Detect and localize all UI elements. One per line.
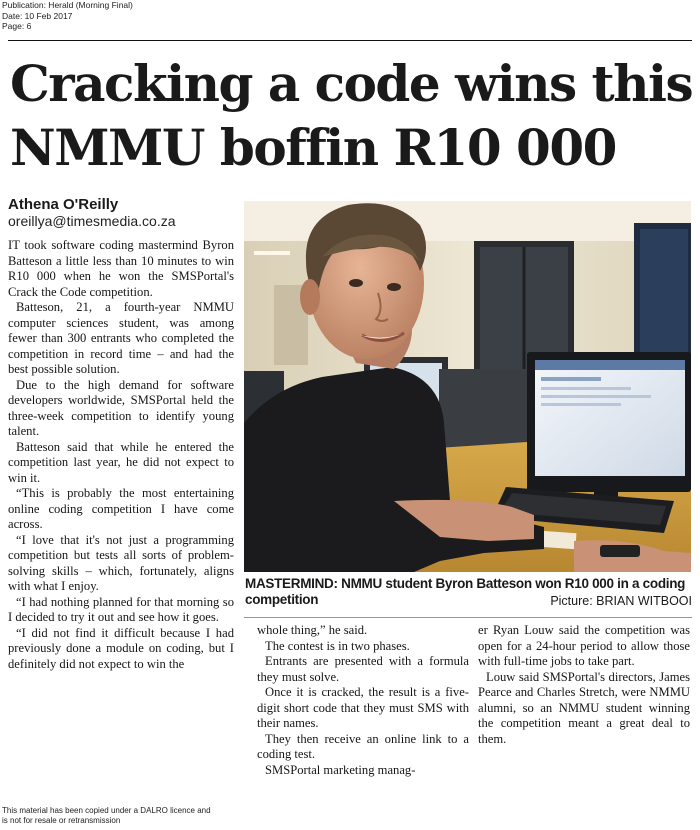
article-column-3 xyxy=(478,623,690,747)
paragraph: “I love that it's not just a programming competition but tests all sorts of problem-solving skills – which, fortunately, aligns with what I enjoy. xyxy=(8,532,234,593)
paragraph: Due to the high demand for software developers worldwide, SMSPortal held the three-week competition to identify young talent. xyxy=(8,377,234,438)
paragraph: “This is probably the most entertaining online coding competition I have come across. xyxy=(8,486,234,531)
paragraph: The contest is in two phases. xyxy=(265,638,410,653)
author-name: Athena O'Reilly xyxy=(8,196,119,213)
publication-date: Date: 10 Feb 2017 xyxy=(2,10,73,21)
headline-line-2: NMMU boffin R10 000 xyxy=(10,118,616,177)
photo-caption xyxy=(245,576,692,608)
paragraph: Entrants are presented with a formula they must solve. xyxy=(257,654,469,684)
paragraph: “I had nothing planned for that morning so I decided to try it out and see how it goes. xyxy=(8,594,234,624)
publication-page: Page: 6 xyxy=(2,21,32,31)
author-email[interactable]: oreillya@timesmedia.co.za xyxy=(8,213,176,229)
licence-line-2: is not for resale or retransmission xyxy=(2,815,121,825)
paragraph: Batteson, 21, a fourth-year NMMU computer sciences student, was among fewer than 300 entrants who completed the competition in record time – and had the best possible solution. xyxy=(8,300,234,376)
paragraph: SMSPortal marketing manag- xyxy=(265,762,416,777)
article-column-2 xyxy=(257,623,469,778)
headline-line-1: Cracking a code wins this xyxy=(10,54,693,113)
headline xyxy=(10,52,695,180)
publication-name: Publication: Herald (Morning Final) xyxy=(2,0,133,10)
paragraph: They then receive an online link to a coding test. xyxy=(257,731,469,761)
caption-rule xyxy=(244,617,692,618)
article-photo xyxy=(244,201,691,572)
article-column-1 xyxy=(8,238,234,672)
paragraph: Once it is cracked, the result is a five-digit short code that they must SMS with their names. xyxy=(257,685,469,730)
licence-line-1: This material has been copied under a DALRO licence and xyxy=(2,806,211,815)
byline xyxy=(8,196,176,229)
top-rule xyxy=(8,40,692,41)
photo-credit: Picture: BRIAN WITBOOI xyxy=(550,594,692,608)
paragraph: er Ryan Louw said the competition was open for a 24-hour period to allow those with full-time jobs to take part. xyxy=(478,623,690,668)
paragraph: Louw said SMSPortal's directors, James Pearce and Charles Stretch, were NMMU alumni, so an NMMU student winning the competition meant a great deal to them. xyxy=(478,669,690,746)
paragraph: IT took software coding mastermind Byron Batteson a little less than 10 minutes to win R10 000 when he won the SMSPortal's Crack the Code competition. xyxy=(8,238,234,299)
paragraph: Batteson said that while he entered the competition last year, he did not expect to win it. xyxy=(8,439,234,485)
paragraph: “I did not find it difficult because I had previously done a module on coding, but I definitely did not expect to win the xyxy=(8,625,234,671)
licence-notice xyxy=(2,806,211,825)
caption-text: MASTERMIND: NMMU student Byron Batteson won R10 000 in a coding competition xyxy=(245,576,686,607)
publication-meta xyxy=(2,0,133,32)
paragraph: whole thing,” he said. xyxy=(257,623,368,637)
